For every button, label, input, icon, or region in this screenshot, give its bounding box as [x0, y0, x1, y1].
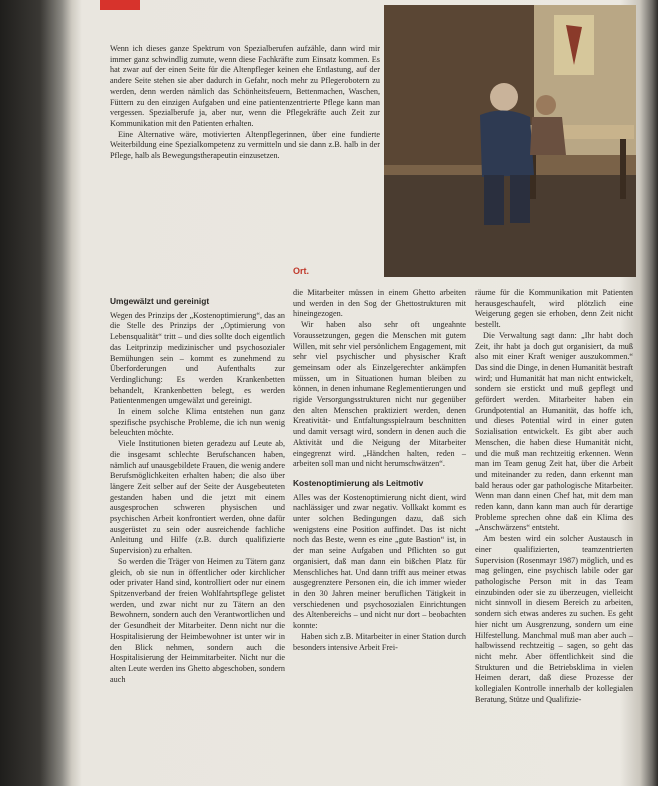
- paragraph: Alles was der Kostenoptimierung nicht dient, wird nachlässiger und zwar negativ. Vollkakt kommt es unter solchen Bedingungen dazu, daß sich wenigstens eine Position auffindet. Das ist nicht noch das Beste, wenn es eine „gute Bastion“ ist, in der man seine Aufgaben und Pflichten so gut organisiert, daß man dann ein bißchen Platz für Menschliches hat. Und dann trifft aus meiner etwas ausgegrenztere Personen ein, die ich immer wieder in den 30 Jahren meiner beruflichen Tätigkeit in verschiedenen und psychosozialen Einrichtungen des Altenbereichs – und nicht nur dort – beobachten konnte:: [293, 492, 466, 631]
- paragraph: Wir haben also sehr oft ungeahnte Voraussetzungen, gegen die Menschen mit gutem Willen, mit sehr viel persönlichem Engagement, mit sehr viel psychischer und physischer Kraft gemeinsam oder als Einzelgerechter ankämpfen müssen, um in Situationen human bleiben zu können, in denen inhumane Reglementierungen und rigide Versorgungsstrukturen nicht nur gegenüber den alten Menschen praktiziert werden, denen Kreativität- und Entfaltungsspielraum beschnitten und damit versagt wird, sondern in denen auch die Aktivität und die Neigung der Mitarbeiter eingegrenzt wird. „Händchen halten, reden – arbeiten soll man und nicht herumschwätzen“.: [293, 320, 466, 469]
- column-1-top: [110, 44, 380, 162]
- paragraph: Eine Alternative wäre, motivierten Altenpflegerinnen, über eine fundierte Weiterbildung eine Spezialkompetenz zu vermitteln und sie dann z.B. halb in der Pflege, halb als Bewegungstherapeutin einzusetzen.: [110, 129, 380, 161]
- paragraph: Wegen des Prinzips der „Kostenoptimierung“, das an die Stelle des Prinzips der „Optimierung von Lebensqualität“ tritt – und dies sollte doch eigentlich das Leitprinzip medizinischer und psychosozialer Bemühungen sein – kommt es zunehmend zu Überforderungen und Aufenthalts zur Verdinglichung: Es werden Krankenbetten behandelt, Krankenbetten belegt, es werden Patientenmengen umgewälzt und gereinigt.: [110, 310, 285, 406]
- header-banner: [100, 0, 140, 10]
- paragraph: Viele Institutionen bieten geradezu auf Leute ab, die insgesamt schlechte Berufschancen haben, nämlich auf unausgebildete Frauen, die wenig andere Berufsmöglichkeiten erhalten haben; die also über längere Zeit selber auf der Seite der Ausgebeuteten gestanden haben und die jetzt mit einem ausgesprochen schweren physischen und psychischen Arbeit konfrontiert werden, ohne dafür ausgerüstet zu sein oder ausreichende fachliche Anleitung und Hilfe (z.B. durch qualifizierte Supervision) zu erhalten.: [110, 439, 285, 556]
- paragraph: Haben sich z.B. Mitarbeiter in einer Station durch besonders intensive Arbeit Frei-: [293, 631, 466, 652]
- photo-elderly-woman-at-table: [384, 5, 636, 277]
- column-1: [110, 288, 285, 685]
- paragraph: So werden die Träger von Heimen zu Tätern ganz gleich, ob sie nun in öffentlicher oder kirchlicher oder privater Hand sind, kontrolliert oder nur einem Spitzenverband der freien Wohlfahrtspflege gelistet werden, und zwar nicht nur zu Tätern an den Bewohnern, sondern auch den Verantwortlichen und der Gesundheit der Mitarbeiter. Denn nicht nur die Hospitalisierung der Heimbewohner ist unter wir in den Blick nehmen, sondern auch die Hospitalisierung der Heimmitarbeiter. Nicht nur die alten Leute werden ins Ghetto abgeschoben, sondern auch: [110, 556, 285, 684]
- paragraph: die Mitarbeiter müssen in einem Ghetto arbeiten und werden in den Sog der Ghettostrukturen mit hineingezogen.: [293, 288, 466, 319]
- paragraph: räume für die Kommunikation mit Patienten herausgeschaufelt, wird plötzlich eine Weigerung gegen sie erhoben, denn Zeit nicht bestellt.: [475, 288, 633, 330]
- section-heading: Umgewälzt und gereinigt: [110, 296, 210, 306]
- paragraph: Wenn ich dieses ganze Spektrum von Spezialberufen aufzähle, dann wird mir immer ganz schwindlig zumute, wenn diese Fachkräfte zum Einsatz kommen. Es hat zwar auf der einen Seite für die Altenpfleger keinen ehe Entlastung, auf der andere Seite stehen sie aber dadurch in Gefahr, noch mehr zu Pflegerobotern zu werden, denn werden nämlich das Schönheitsfeuern, Bettenmachen, Waschen, Füttern zu den einzigen Aufgaben und eine patientenzentrierte Pflege kann man vergessen. Spezialberufe ja, aber nur, wenn die Pflegekräfte auch Zeit zur Kommunikation mit den Patienten erhalten.: [110, 44, 380, 128]
- section-heading: Kostenoptimierung als Leitmotiv: [293, 477, 424, 488]
- paragraph: Die Verwaltung sagt dann: „Ihr habt doch Zeit, ihr habt ja doch gut organisiert, da muß also mit einer Kraft weniger auszukommen.“ Das sind die Dinge, in denen Humanität bestraft wird; und Humanität hat man nicht entwickelt, sondern sie erstickt und muß gepflegt und gefördert werden. Mitarbeiter haben ein Grundpotential an Humanität, das hoffe ich, und dieses Potential wird in einer guten Sozialisation entwickelt. Es gibt aber auch Menschen, die haben diese Humanität nicht, und die muß man rechtzeitig erkennen. Wenn man im Team genug Zeit hat, über die Arbeit und miteinander zu reden, dann erkennt man bald heraus oder gar pathologische Mitarbeiter. Wenn man dann einen Chef hat, mit dem man reden kann, dann kann man auch für derartige Probleme sprechen ohne daß ein Klima des „Anschwärzens“ entsteht.: [475, 330, 633, 533]
- paragraph: Am besten wird ein solcher Austausch in einer qualifizierten, teamzentrierten Supervision (Rosenmayr 1987) möglich, und es mag gelingen, eine psychisch labile oder gar pathologische Person mit in das Team einzubinden oder sie zu überzeugen, vielleicht nicht sinnvoll in diesem Bereich zu arbeiten, sondern sich etwas anderes zu suchen. Es geht hier nicht um Ausgrenzung, sondern um eine Hilfestellung. Manchmal muß man aber auch – halbwissend rechtzeitig – sagen, so geht das nicht mehr. Aber öffentlichkeit sind die Strukturen und die Betriebsklima in vielen Heimen derart, daß diese Prozesse der kollegialen Kontrolle innerhalb der kollegialen Beratung, Stütze und Qualifizie-: [475, 534, 633, 704]
- photo-caption: Ort.: [293, 266, 310, 276]
- paragraph: In einem solche Klima entstehen nun ganz spezifische psychische Probleme, die ich nun wenig beleuchten möchte.: [110, 407, 285, 438]
- column-3: [475, 288, 633, 705]
- column-2: [293, 288, 466, 653]
